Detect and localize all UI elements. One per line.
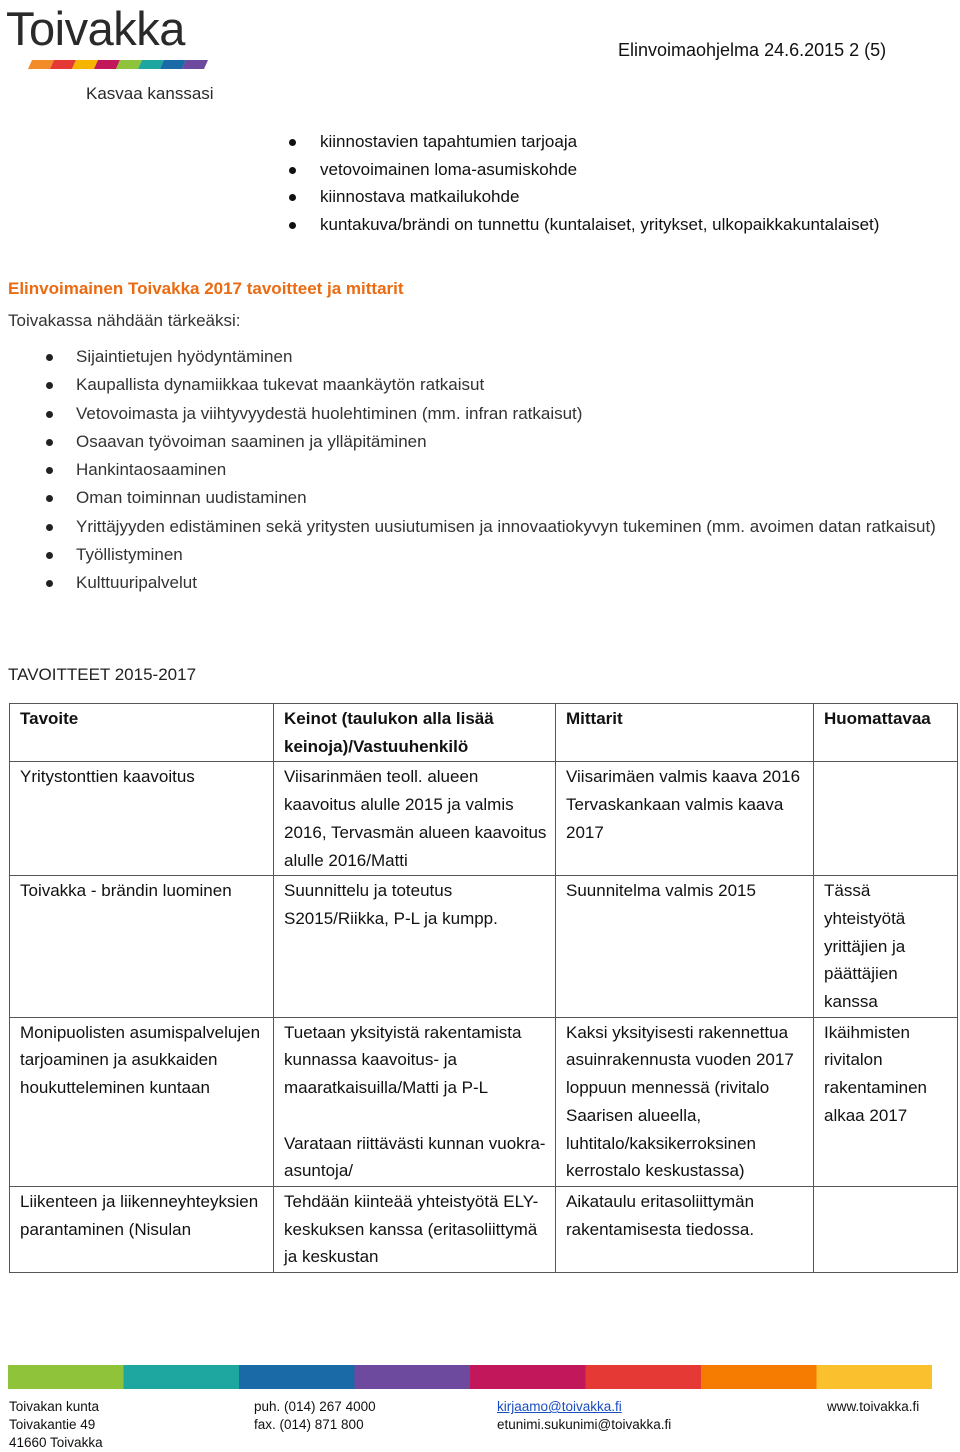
footer-bar-segment (239, 1365, 355, 1389)
cell-keinot: Suunnittelu ja toteutus S2015/Riikka, P-L ja kumpp. (274, 876, 556, 1018)
cell-keinot: Viisarinmäen teoll. alueen kaavoitus alulle 2015 ja valmis 2016, Tervasmän alueen kaavoitus alulle 2016/Matti (274, 762, 556, 876)
footer-bar-segment (124, 1365, 240, 1389)
list-item: Osaavan työvoiman saaminen ja ylläpitäminen (76, 428, 946, 456)
list-item: Vetovoimasta ja viihtyvyydestä huolehtiminen (mm. infran ratkaisut) (76, 400, 946, 428)
footer-address (9, 1398, 103, 1452)
cell-mittarit-line: Tervaskankaan valmis kaava 2017 (566, 795, 784, 842)
footer-line: Toivakantie 49 (9, 1417, 96, 1432)
footer-line: puh. (014) 267 4000 (254, 1399, 376, 1414)
cell-keinot (274, 1017, 556, 1186)
logo-wordmark: Toivakka (6, 2, 185, 55)
footer-line: Toivakan kunta (9, 1399, 100, 1414)
list-item: vetovoimainen loma-asumiskohde (320, 156, 879, 184)
document-header-info: Elinvoimaohjelma 24.6.2015 2 (5) (618, 40, 887, 60)
table-row (10, 876, 958, 1018)
top-bullet-list (320, 128, 879, 238)
logo-tagline: Kasvaa kanssasi (86, 84, 214, 103)
toivakka-logo (6, 2, 228, 106)
cell-tavoite: Monipuolisten asumispalvelujen tarjoaminen ja asukkaiden houkutteleminen kuntaan (10, 1017, 274, 1186)
list-item: Työllistyminen (76, 541, 946, 569)
list-item: Oman toiminnan uudistaminen (76, 484, 946, 512)
goals-table-container (9, 703, 959, 1313)
list-item: kiinnostavien tapahtumien tarjoaja (320, 128, 879, 156)
table-row (10, 1186, 958, 1272)
footer-bar-segment (701, 1365, 817, 1389)
list-item: Yrittäjyyden edistäminen sekä yritysten uusiutumisen ja innovaatiokyvyn tukeminen (mm. avoimen datan ratkaisut) (76, 513, 946, 541)
cell-tavoite: Liikenteen ja liikenneyhteyksien parantaminen (Nisulan (10, 1186, 274, 1272)
goals-table (9, 703, 958, 1273)
footer-color-bar (8, 1365, 932, 1389)
cell-keinot-para: Varataan riittävästi kunnan vuokra-asuntoja/ (284, 1133, 546, 1181)
section-title: Elinvoimainen Toivakka 2017 tavoitteet ja mittarit (8, 279, 404, 298)
cell-huomattavaa (814, 1186, 958, 1272)
footer-line: fax. (014) 871 800 (254, 1417, 364, 1432)
cell-tavoite: Yritystonttien kaavoitus (10, 762, 274, 876)
list-item: Sijaintietujen hyödyntäminen (76, 343, 946, 371)
footer-line: etunimi.sukunimi@toivakka.fi (497, 1417, 672, 1432)
footer-phone (254, 1398, 376, 1434)
cell-mittarit (556, 762, 814, 876)
table-row (10, 762, 958, 876)
table-title: TAVOITTEET 2015-2017 (8, 665, 197, 684)
list-item: kiinnostava matkailukohde (320, 183, 879, 211)
list-item: Kaupallista dynamiikkaa tukevat maankäytön ratkaisut (76, 371, 946, 399)
section-intro: Toivakassa nähdään tärkeäksi: (8, 311, 241, 330)
footer-website (827, 1398, 919, 1416)
list-item: Hankintaosaaminen (76, 456, 946, 484)
header-tavoite: Tavoite (10, 704, 274, 762)
cell-huomattavaa (814, 762, 958, 876)
email-link[interactable]: kirjaamo@toivakka.fi (497, 1399, 622, 1414)
cell-huomattavaa: Tässä yhteistyötä yrittäjien ja päättäjien kanssa (814, 876, 958, 1018)
cell-mittarit-line: Viisarimäen valmis kaava 2016 (566, 767, 801, 787)
cell-mittarit: Aikataulu eritasoliittymän rakentamisesta tiedossa. (556, 1186, 814, 1272)
cell-mittarit: Kaksi yksityisesti rakennettua asuinrakennusta vuoden 2017 loppuun mennessä (rivitalo Saarisen alueella, luhtitalo/kaksikerroksinen kerrostalo keskustassa) (556, 1017, 814, 1186)
list-item: kuntakuva/brändi on tunnettu (kuntalaiset, yritykset, ulkopaikkakuntalaiset) (320, 211, 879, 239)
footer-bar-segment (8, 1365, 124, 1389)
cell-tavoite: Toivakka - brändin luominen (10, 876, 274, 1018)
table-header-row (10, 704, 958, 762)
footer-line: 41660 Toivakka (9, 1435, 103, 1450)
cell-keinot: Tehdään kiinteää yhteistyötä ELY-keskuksen kanssa (eritasoliittymä ja keskustan (274, 1186, 556, 1272)
footer-bar-segment (817, 1365, 933, 1389)
header-keinot: Keinot (taulukon alla lisää keinoja)/Vastuuhenkilö (274, 704, 556, 762)
cell-huomattavaa: Ikäihmisten rivitalon rakentaminen alkaa 2017 (814, 1017, 958, 1186)
header-huomattavaa: Huomattavaa (814, 704, 958, 762)
footer-email (497, 1398, 671, 1434)
paragraph-gap (284, 1102, 551, 1130)
footer-bar-segment (355, 1365, 471, 1389)
header-mittarit: Mittarit (556, 704, 814, 762)
cell-keinot-para: Tuetaan yksityistä rakentamista kunnassa kaavoitus- ja maaratkaisuilla/Matti ja P-L (284, 1022, 522, 1098)
cell-mittarit: Suunnitelma valmis 2015 (556, 876, 814, 1018)
footer-bar-segment (586, 1365, 702, 1389)
list-item: Kulttuuripalvelut (76, 569, 946, 597)
priority-bullet-list (76, 343, 946, 598)
table-row (10, 1017, 958, 1186)
footer-bar-segment (470, 1365, 586, 1389)
website-link[interactable]: www.toivakka.fi (827, 1399, 920, 1414)
